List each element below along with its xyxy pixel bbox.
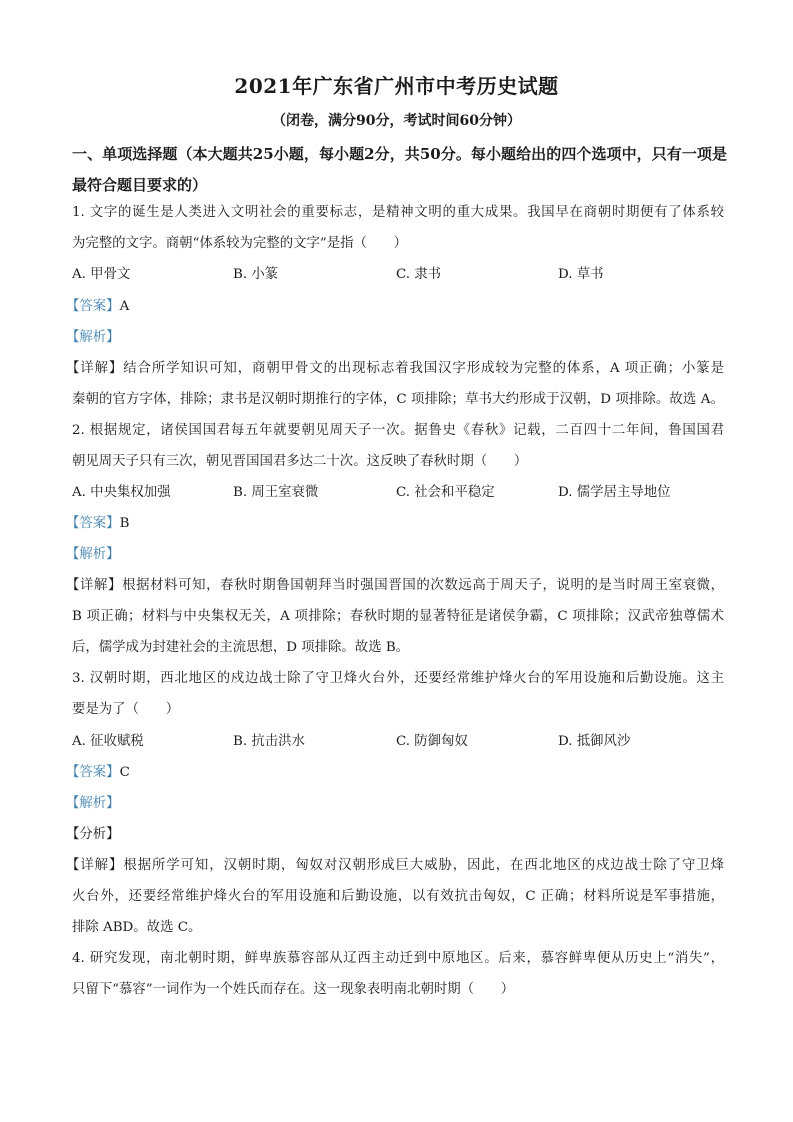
- answer-value: C: [119, 765, 130, 780]
- detail-label: 【详解】: [66, 361, 124, 376]
- detail-text: 根据材料可知，春秋时期鲁国朝拜当时强国晋国的次数远高于周天子，说明的是当时周王室衰微，: [122, 578, 725, 593]
- q2-option-d: D. 儒学居主导地位: [558, 485, 671, 500]
- q1-answer: [66, 297, 129, 317]
- q3-analysis: [66, 794, 120, 814]
- q2-detail-line-2: B 项正确；材料与中央集权无关，A 项排除；春秋时期的显著特征是诸侯争霸，C 项排除；汉武帝独尊儒术: [72, 609, 724, 624]
- q3-fenxi: [66, 825, 120, 845]
- q1-detail-line-2: 秦朝的官方字体，排除；隶书是汉朝时期推行的字体，C 项排除；草书大约形成于汉朝，D 项排除。故选 A。: [72, 392, 724, 407]
- q1-option-b: B. 小篆: [233, 267, 279, 282]
- q3-detail-line-3: 排除 ABD。故选 C。: [72, 920, 202, 935]
- q2-option-b: B. 周王室衰微: [233, 485, 319, 500]
- q3-answer: [66, 763, 130, 783]
- section-heading: 一、单项选择题（本大题共25小题，每小题2分，共50分。每小题给出的四个选项中，只有一项是最符合题目要求的）: [72, 145, 727, 194]
- q3-option-c: C. 防御匈奴: [396, 734, 468, 749]
- q2-answer: [66, 514, 129, 534]
- q2-option-a: A. 中央集权加强: [72, 485, 171, 500]
- q2-stem-line-2: 朝见周天子只有三次，朝见晋国国君多达二十次。这反映了春秋时期（ ）: [72, 454, 528, 469]
- q2-analysis: [66, 545, 120, 565]
- q3-option-b: B. 抗击洪水: [233, 734, 305, 749]
- detail-label: 【详解】: [66, 578, 123, 593]
- q1-stem-line-2: 为完整的文字。商朝“体系较为完整的文字”是指（ ）: [72, 236, 408, 251]
- q1-option-c: C. 隶书: [396, 267, 442, 282]
- analysis-label: 【解析】: [66, 796, 120, 811]
- exam-info-subtitle: （闭卷，满分90分，考试时间60分钟）: [272, 113, 521, 129]
- analysis-label: 【解析】: [66, 330, 120, 345]
- q1-option-d: D. 草书: [558, 267, 604, 282]
- page-title: 2021年广东省广州市中考历史试题: [234, 74, 559, 98]
- q3-stem-line-1: 3. 汉朝时期，西北地区的戍边战士除了守卫烽火台外，还要经常维护烽火台的军用设施和后勤设施。这主: [72, 671, 724, 686]
- answer-label: 【答案】: [66, 765, 120, 780]
- q3-stem-line-2: 要是为了（ ）: [72, 702, 180, 717]
- answer-label: 【答案】: [66, 516, 120, 531]
- answer-label: 【答案】: [66, 299, 120, 314]
- q3-option-d: D. 抵御风沙: [558, 734, 631, 749]
- q2-detail-line-3: 后，儒学成为封建社会的主流思想，D 项排除。故选 B。: [72, 640, 410, 655]
- q1-detail-line-1: [66, 359, 724, 379]
- q3-detail-line-2: 火台外，还要经常维护烽火台的军用设施和后勤设施，以有效抗击匈奴，C 正确；材料所说是军事措施，: [72, 889, 724, 904]
- q2-detail-line-1: [66, 576, 724, 596]
- q1-stem-line-1: 1. 文字的诞生是人类进入文明社会的重要标志，是精神文明的重大成果。我国早在商朝时期便有了体系较: [72, 205, 724, 220]
- detail-label: 【详解】: [66, 858, 124, 873]
- q2-option-c: C. 社会和平稳定: [396, 485, 495, 500]
- answer-value: A: [119, 299, 130, 314]
- q2-stem-line-1: 2. 根据规定，诸侯国国君每五年就要朝见周天子一次。据鲁史《春秋》记载，二百四十二年间，鲁国国君: [72, 423, 724, 438]
- detail-text: 结合所学知识可知，商朝甲骨文的出现标志着我国汉字形成较为完整的体系，A 项正确；小篆是: [123, 361, 724, 376]
- fenxi-label: 【分析】: [66, 827, 120, 842]
- q1-option-a: A. 甲骨文: [72, 267, 131, 282]
- q1-analysis: [66, 328, 120, 348]
- q4-stem-line-2: 只留下“慕容”一词作为一个姓氏而存在。这一现象表明南北朝时期（ ）: [72, 982, 515, 997]
- q3-option-a: A. 征收赋税: [72, 734, 144, 749]
- answer-value: B: [119, 516, 130, 531]
- analysis-label: 【解析】: [66, 547, 120, 562]
- q4-stem-line-1: 4. 研究发现，南北朝时期，鲜卑族慕容部从辽西主动迁到中原地区。后来，慕容鲜卑便从历史上“消失”，: [72, 951, 724, 966]
- q3-detail-line-1: [66, 856, 724, 876]
- detail-text: 根据所学可知，汉朝时期，匈奴对汉朝形成巨大威胁，因此，在西北地区的戍边战士除了守卫烽: [123, 858, 725, 873]
